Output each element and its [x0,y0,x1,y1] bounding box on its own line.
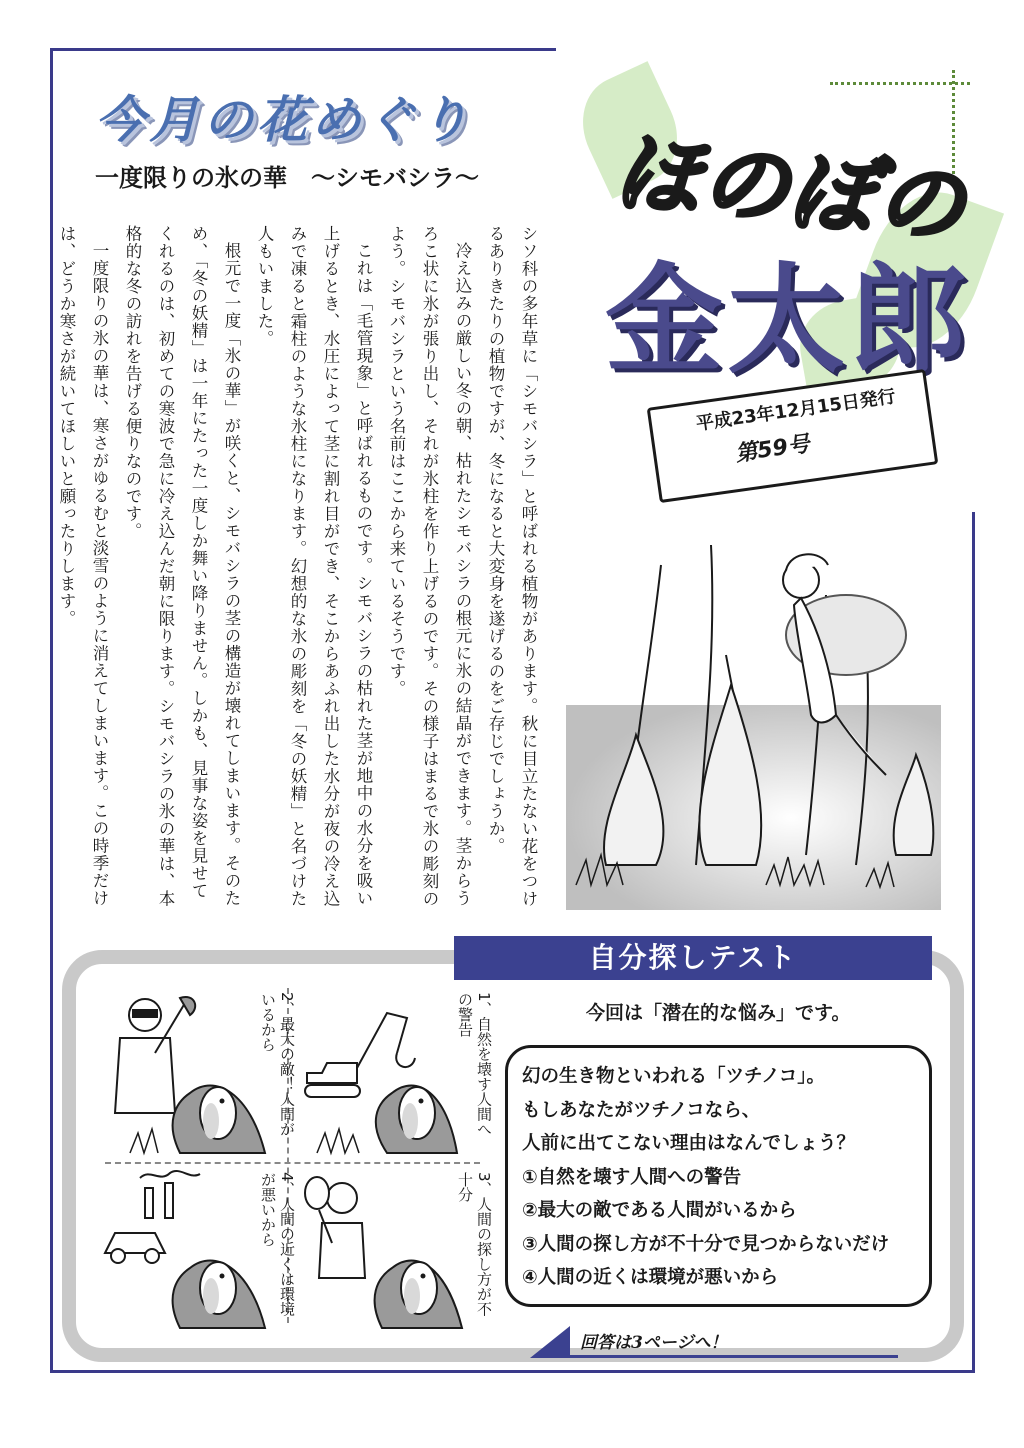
logo-honobono: ほのぼの [609,121,971,259]
frame-right-line [972,512,975,1373]
comic-caption-3: 3、人間の探し方が不十分 [456,1172,493,1317]
quiz-option-4: ④人間の近くは環境が悪いから [522,1267,779,1288]
comic-caption-4: 4、人間の近くは環境が悪いから [259,1172,296,1317]
quiz-option-1: ①自然を壊す人間への警告 [522,1166,742,1188]
frame-bottom-line [50,1370,975,1373]
article-title: 今月の花めぐり [95,91,473,149]
quiz-question-line: 人前に出てこない理由はなんでしょう？ [522,1133,856,1154]
article-subtitle: 一度限りの氷の華 〜シモバシラ〜 [95,164,479,192]
shimobashira-fairy-illustration [566,535,941,910]
article-paragraph-2: 冷え込みの厳しい冬の朝、枯れたシモバシラの根元に氷の結晶ができます。茎からうろこ状に氷が張り出し、それが氷柱を作り上げるのです。その様子はまるで氷の彫刻のよう。シモバシラという名前はここから来ているそうです。 [387,225,472,908]
comic-panel-factory-car [100,1168,275,1333]
quiz-option-2: ②最大の敵である人間がいるから [522,1200,797,1221]
quiz-header: 自分探しテスト [454,936,932,980]
frame-top-line [50,48,556,51]
answer-note: 回答は3ページへ！ [580,1333,728,1353]
comic-panel-excavator [297,993,472,1158]
article-body [57,225,545,915]
comic-caption-2: 2、最大の敵！人間がいるから [259,992,296,1137]
comic-panel-person-net [297,1168,472,1333]
quiz-question-line: もしあなたがツチノコなら、 [522,1099,761,1121]
comic-caption-1: 1、自然を壊す人間への警告 [456,992,493,1137]
article-paragraph-3: これは「毛管現象」と呼ばれるものです。シモバシラの枯れた茎が地中の水分を吸い上げるとき、水圧によって茎に割れ目ができ、そこからあふれ出した水分が夜の冷え込みで凍ると霜柱のような氷柱になります。幻想的な氷の彫刻を「冬の妖精」と名づけた人もいました。 [255,225,373,908]
logo-kintaro: 金太郎 [605,251,972,389]
comic-panel-man-shovel [100,993,275,1158]
quiz-question-line: 幻の生き物といわれる「ツチノコ」。 [522,1066,826,1087]
quiz-option-3: ③人間の探し方が不十分で見つからないだけ [522,1233,890,1255]
quiz-intro: 今回は「潜在的な悩み」です。 [586,1002,851,1024]
quiz-question-box [505,1045,932,1307]
article-paragraph-5: 一度限りの氷の華は、寒さがゆるむと淡雪のように消えてしまいます。この時季だけは、どうか寒さが続いてほしいと願ったりします。 [57,225,109,907]
article-paragraph-1: シソ科の多年草に「シモバシラ」と呼ばれる植物があります。秋に目立たない花をつけるありきたりの植物ですが、冬になると大変身を遂げるのをご存じでしょうか。 [486,225,538,908]
comic-divider-horizontal [105,1162,480,1164]
article-paragraph-4: 根元で一度「氷の華」が咲くと、シモバシラの茎の構造が壊れてしまいます。そのため、「冬の妖精」は一年にたった一度しか舞い降りません。しかも、見事な姿を見せてくれるのは、初めての寒波で急に冷え込んだ朝に限ります。シモバシラの氷の華は、本格的な冬の訪れを告げる便りなのです。 [123,225,241,908]
issue-date: 平成23年12月15日発行 [694,386,897,435]
issue-number: 第59号 [733,431,812,468]
